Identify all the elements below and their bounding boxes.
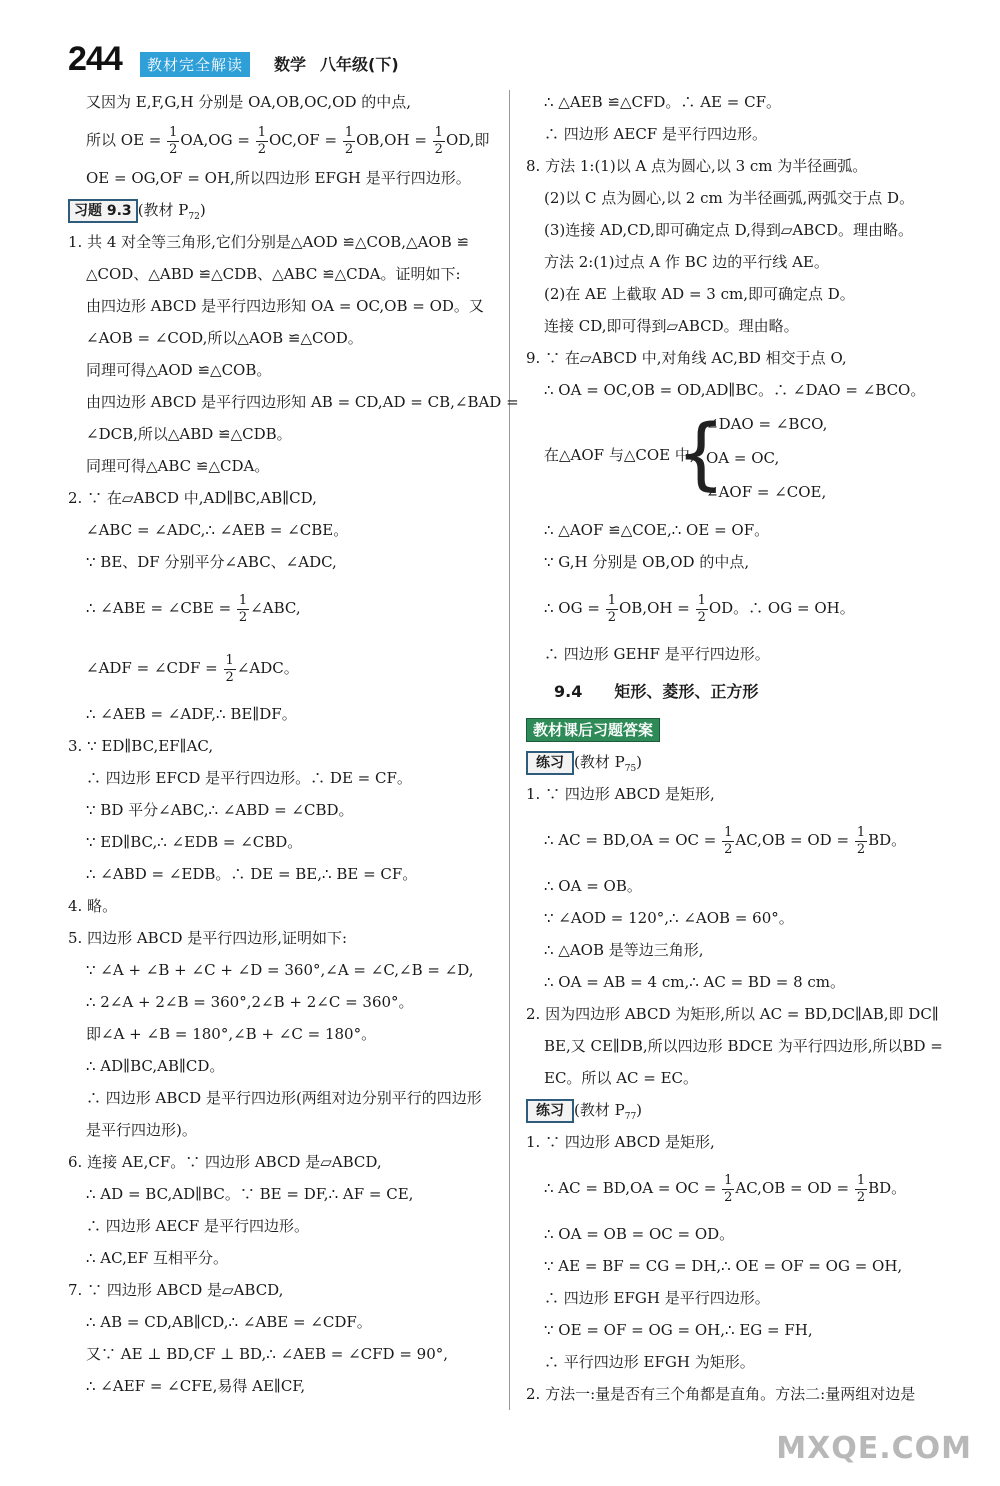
exercise-heading: 习题 9.3 (教材 $P_{72}$) bbox=[68, 194, 498, 226]
text-line: 2. 因为四边形 ABCD 为矩形,所以 AC = BD,DC∥AB,即 DC∥ bbox=[526, 1005, 939, 1023]
text-line: ∵ G,H 分别是 OB,OD 的中点, bbox=[544, 553, 750, 571]
text-line: ∠ADF = ∠CDF = $\frac{1}{2}$ ∠ADC。 bbox=[86, 652, 299, 685]
subject-label: 数学 bbox=[274, 55, 307, 74]
text-line: ∴ 四边形 ABCD 是平行四边形(两组对边分别平行的四边形 bbox=[86, 1089, 482, 1107]
text-line: ∴ AB = CD,AB∥CD,∴ ∠ABE = ∠CDF。 bbox=[86, 1313, 372, 1331]
text-line: BE,又 CE∥DB,所以四边形 BDCE 为平行四边形,所以BD = bbox=[544, 1037, 943, 1055]
fraction: $\frac{1}{2}$ bbox=[344, 124, 354, 157]
section-heading bbox=[526, 670, 956, 714]
fraction: $\frac{1}{2}$ bbox=[257, 124, 266, 157]
exercise-tag: 习题 9.3 bbox=[68, 199, 138, 223]
text-line: ∴ OA = AB = 4 cm,∴ AC = BD = 8 cm。 bbox=[544, 973, 846, 991]
text-line: ∴ ∠AEB = ∠ADF,∴ BE∥DF。 bbox=[86, 705, 297, 723]
fraction: $\frac{1}{2}$ bbox=[225, 652, 234, 685]
text-line: ∴ OA = OC,OB = OD,AD∥BC。∴ ∠DAO = ∠BCO。 bbox=[544, 381, 926, 399]
column-divider bbox=[509, 90, 510, 1410]
text-line: 7. ∵ 四边形 ABCD 是▱ABCD, bbox=[68, 1281, 284, 1299]
text-line: 8. 方法 1:(1)以 A 点为圆心,以 3 cm 为半径画弧。 bbox=[526, 157, 868, 175]
text-line: 由四边形 ABCD 是平行四边形知 AB = CD,AD = CB,∠BAD = bbox=[86, 393, 519, 411]
book-badge: 教材完全解读 bbox=[140, 52, 250, 77]
text-line: ∴ 平行四边形 EFGH 为矩形。 bbox=[544, 1353, 755, 1371]
text-line: ∵ ∠AOD = 120°,∴ ∠AOB = 60°。 bbox=[544, 909, 794, 927]
text-line: 由四边形 ABCD 是平行四边形知 OA = OC,OB = OD。又 bbox=[86, 297, 484, 315]
text-line: EC。所以 AC = EC。 bbox=[544, 1069, 699, 1087]
fraction: $\frac{1}{2}$ bbox=[434, 124, 443, 157]
text-line: ∴ OG = $\frac{1}{2}$ OB,OH = $\frac{1}{2}$ OD。∴ OG = OH。 bbox=[544, 592, 855, 625]
practice-tag: 练习 bbox=[526, 751, 574, 775]
text-line: 连接 CD,即可得到▱ABCD。理由略。 bbox=[544, 317, 799, 335]
text-line: ∴ ∠AEF = ∠CFE,易得 AE∥CF, bbox=[86, 1377, 306, 1395]
fraction: $\frac{1}{2}$ bbox=[856, 1172, 866, 1205]
left-brace-icon: { bbox=[676, 409, 726, 499]
text-line: △COD、△ABD ≌△CDB、△ABC ≌△CDA。证明如下: bbox=[86, 265, 461, 283]
practice-tag: 练习 bbox=[526, 1099, 574, 1123]
text-line: ∵ AE = BF = CG = DH,∴ OE = OF = OG = OH, bbox=[544, 1257, 903, 1275]
right-column bbox=[526, 86, 956, 1410]
text-line: ∴ 四边形 AECF 是平行四边形。 bbox=[544, 125, 767, 143]
brace-system bbox=[526, 406, 956, 514]
fraction: $\frac{1}{2}$ bbox=[697, 592, 706, 625]
text-line: ∴ 四边形 GEHF 是平行四边形。 bbox=[544, 645, 770, 663]
brace-label: 在△AOF 与△COE 中, bbox=[544, 446, 695, 464]
grade-label: 八年级(下) bbox=[320, 55, 399, 74]
text-line: ∴ OA = OB。 bbox=[544, 877, 642, 895]
text-line: ∴ 四边形 AECF 是平行四边形。 bbox=[86, 1217, 309, 1235]
text-line: 1. 共 4 对全等三角形,它们分别是△AOD ≌△COB,△AOB ≌ bbox=[68, 233, 470, 251]
fraction: $\frac{1}{2}$ bbox=[607, 592, 616, 625]
practice-heading: 练习 (教材 $P_{77}$) bbox=[526, 1094, 956, 1126]
text-line: ∵ ED∥BC,∴ ∠EDB = ∠CBD。 bbox=[86, 833, 303, 851]
text-line: ∴ AD∥BC,AB∥CD。 bbox=[86, 1057, 225, 1075]
text-line: ∴ AC = BD,OA = OC = $\frac{1}{2}$ AC,OB = OD = $\frac{1}{2}$ BD。 bbox=[544, 824, 907, 857]
text-line: 同理可得△AOD ≌△COB。 bbox=[86, 361, 272, 379]
text-line: 4. 略。 bbox=[68, 897, 118, 915]
text-line: ∴ ∠ABE = ∠CBE = $\frac{1}{2}$ ∠ABC, bbox=[86, 592, 301, 625]
text-line: ∴ △AOB 是等边三角形, bbox=[544, 941, 704, 959]
text-line: ∵ ∠A + ∠B + ∠C + ∠D = 360°,∠A = ∠C,∠B = ∠D, bbox=[86, 961, 474, 979]
text-line: ∴ OA = OB = OC = OD。 bbox=[544, 1225, 735, 1243]
text-line: ∴ 2∠A + 2∠B = 360°,2∠B + 2∠C = 360°。 bbox=[86, 993, 414, 1011]
answers-heading bbox=[526, 714, 956, 746]
text-line: 1. ∵ 四边形 ABCD 是矩形, bbox=[526, 785, 715, 803]
text-line: ∴ △AOF ≌△COE,∴ OE = OF。 bbox=[544, 521, 770, 539]
section-title: 矩形、菱形、正方形 bbox=[614, 682, 759, 701]
text-line: ∴ ∠ABD = ∠EDB。∴ DE = BE,∴ BE = CF。 bbox=[86, 865, 418, 883]
text-line: ∠ABC = ∠ADC,∴ ∠AEB = ∠CBE。 bbox=[86, 521, 349, 539]
text-line: 同理可得△ABC ≌△CDA。 bbox=[86, 457, 270, 475]
text-line: 即∠A + ∠B = 180°,∠B + ∠C = 180°。 bbox=[86, 1025, 377, 1043]
text-line: 9. ∵ 在▱ABCD 中,对角线 AC,BD 相交于点 O, bbox=[526, 349, 847, 367]
text-line: ∴ AC = BD,OA = OC = $\frac{1}{2}$ AC,OB = OD = $\frac{1}{2}$ BD。 bbox=[544, 1172, 907, 1205]
text-line: ∴ AC,EF 互相平分。 bbox=[86, 1249, 228, 1267]
text-line: ∵ OE = OF = OG = OH,∴ EG = FH, bbox=[544, 1321, 813, 1339]
text-line: 又∵ AE ⊥ BD,CF ⊥ BD,∴ ∠AEB = ∠CFD = 90°, bbox=[86, 1345, 449, 1363]
text-line: 又因为 E,F,G,H 分别是 OA,OB,OC,OD 的中点, bbox=[86, 93, 412, 111]
text-line: ∵ BD 平分∠ABC,∴ ∠ABD = ∠CBD。 bbox=[86, 801, 354, 819]
text-line: 所以 OE = $\frac{1}{2}$ OA,OG = $\frac{1}{2}$ OC,OF = $\frac{1}{2}$ OB,OH = $\frac{1}{2}$ OD,即 bbox=[86, 124, 490, 157]
text-line: 1. ∵ 四边形 ABCD 是矩形, bbox=[526, 1133, 715, 1151]
brace-line: ∠AOF = ∠COE, bbox=[706, 483, 827, 501]
text-line: ∴ 四边形 EFGH 是平行四边形。 bbox=[544, 1289, 770, 1307]
page-number: 244 bbox=[68, 40, 122, 78]
text-line: (2)在 AE 上截取 AD = 3 cm,即可确定点 D。 bbox=[544, 285, 855, 303]
page-header bbox=[68, 40, 948, 82]
text-line: ∠DCB,所以△ABD ≌△CDB。 bbox=[86, 425, 292, 443]
fraction: $\frac{1}{2}$ bbox=[724, 824, 733, 857]
text-line: 2. ∵ 在▱ABCD 中,AD∥BC,AB∥CD, bbox=[68, 489, 317, 507]
text-line: (2)以 C 点为圆心,以 2 cm 为半径画弧,两弧交于点 D。 bbox=[544, 189, 915, 207]
text-line: 是平行四边形)。 bbox=[86, 1121, 197, 1139]
fraction: $\frac{1}{2}$ bbox=[169, 124, 178, 157]
text-line: 3. ∵ ED∥BC,EF∥AC, bbox=[68, 737, 214, 755]
fraction: $\frac{1}{2}$ bbox=[856, 824, 866, 857]
fraction: $\frac{1}{2}$ bbox=[724, 1172, 733, 1205]
answers-label: 教材课后习题答案 bbox=[526, 718, 660, 742]
brace-line: ∠DAO = ∠BCO, bbox=[706, 415, 828, 433]
fraction: $\frac{1}{2}$ bbox=[238, 592, 248, 625]
text-line: (3)连接 AD,CD,即可确定点 D,得到▱ABCD。理由略。 bbox=[544, 221, 914, 239]
practice-heading: 练习 (教材 $P_{75}$) bbox=[526, 746, 956, 778]
text-line: ∴ 四边形 EFCD 是平行四边形。∴ DE = CF。 bbox=[86, 769, 412, 787]
text-line: ∵ BE、DF 分别平分∠ABC、∠ADC, bbox=[86, 553, 337, 571]
text-line: OE = OG,OF = OH,所以四边形 EFGH 是平行四边形。 bbox=[86, 169, 471, 187]
text-line: ∴ AD = BC,AD∥BC。∵ BE = DF,∴ AF = CE, bbox=[86, 1185, 414, 1203]
section-number: 9.4 bbox=[554, 682, 583, 701]
brace-line: OA = OC, bbox=[706, 449, 780, 467]
left-column bbox=[68, 86, 519, 1402]
watermark: MXQE.COM bbox=[776, 1431, 972, 1466]
text-line: 6. 连接 AE,CF。∵ 四边形 ABCD 是▱ABCD, bbox=[68, 1153, 382, 1171]
text-line: 5. 四边形 ABCD 是平行四边形,证明如下: bbox=[68, 929, 348, 947]
text-line: ∴ △AEB ≌△CFD。∴ AE = CF。 bbox=[544, 93, 781, 111]
text-line: ∠AOB = ∠COD,所以△AOB ≌△COD。 bbox=[86, 329, 363, 347]
text-line: 2. 方法一:量是否有三个角都是直角。方法二:量两组对边是 bbox=[526, 1385, 916, 1403]
text-line: 方法 2:(1)过点 A 作 BC 边的平行线 AE。 bbox=[544, 253, 829, 271]
